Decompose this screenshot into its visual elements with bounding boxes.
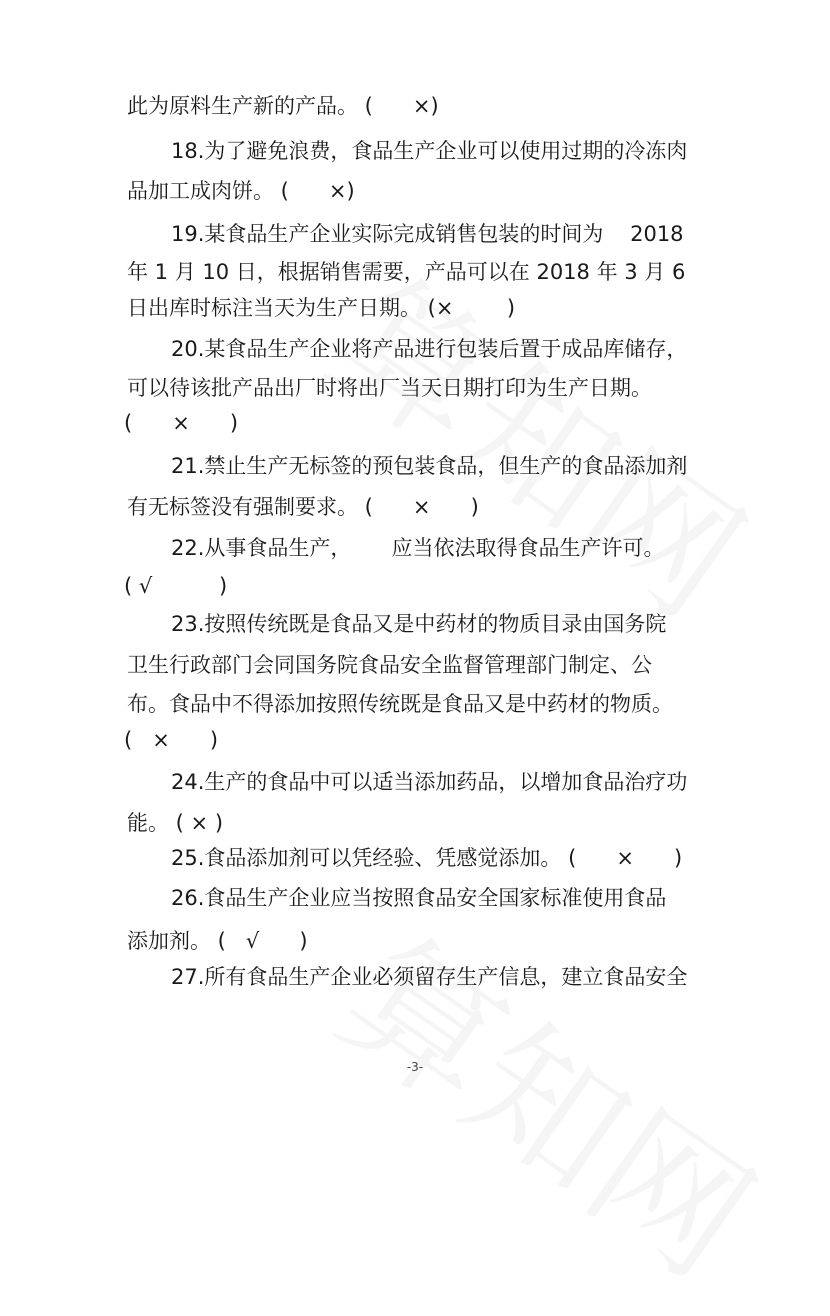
- watermark: [309, 880, 802, 1315]
- text-line: 年 1 月 10 日，根据销售需要，产品可以在 2018 年 3 月 6: [127, 260, 686, 284]
- text-line: 22.从事食品生产， 应当依法取得食品生产许可。: [171, 536, 665, 560]
- text-line: 卫生行政部门会同国务院食品安全监督管理部门制定、公: [127, 653, 652, 677]
- text-line: 27.所有食品生产企业必须留存生产信息，建立食品安全: [171, 965, 688, 989]
- text-line: 26.食品生产企业应当按照食品安全国家标准使用食品: [171, 886, 667, 910]
- text-line: 有无标签没有强制要求。 ( × ): [127, 495, 479, 519]
- text-line: 25.食品添加剂可以凭经验、凭感觉添加。 ( × ): [171, 846, 683, 870]
- text-line: 此为原料生产新的产品。 ( ×): [127, 94, 439, 118]
- text-line: 能。 ( × ): [127, 811, 224, 835]
- text-line: 布。食品中不得添加按照传统既是食品又是中药材的物质。: [127, 692, 673, 716]
- text-line: 20.某食品生产企业将产品进行包装后置于成品库储存，: [171, 337, 688, 361]
- text-line: 品加工成肉饼。 ( ×): [127, 179, 355, 203]
- text-line: ( √ ): [124, 574, 228, 598]
- text-line: 24.生产的食品中可以适当添加药品，以增加食品治疗功: [171, 770, 688, 794]
- watermark: [299, 220, 792, 655]
- page-number: -3-: [406, 1060, 424, 1074]
- text-line: 日出库时标注当天为生产日期。 (× ): [127, 296, 516, 320]
- text-line: 23.按照传统既是食品又是中药材的物质目录由国务院: [171, 612, 667, 636]
- text-line: 19.某食品生产企业实际完成销售包装的时间为 2018: [171, 222, 684, 246]
- text-line: 可以待该批产品出厂时将出厂当天日期打印为生产日期。: [127, 376, 652, 400]
- text-line: 添加剂。 ( √ ): [127, 929, 308, 953]
- text-line: 18.为了避免浪费，食品生产企业可以使用过期的冷冻肉: [171, 139, 688, 163]
- text-line: ( × ): [124, 728, 219, 752]
- text-line: ( × ): [124, 411, 239, 435]
- text-line: 21.禁止生产无标签的预包装食品，但生产的食品添加剂: [171, 454, 688, 478]
